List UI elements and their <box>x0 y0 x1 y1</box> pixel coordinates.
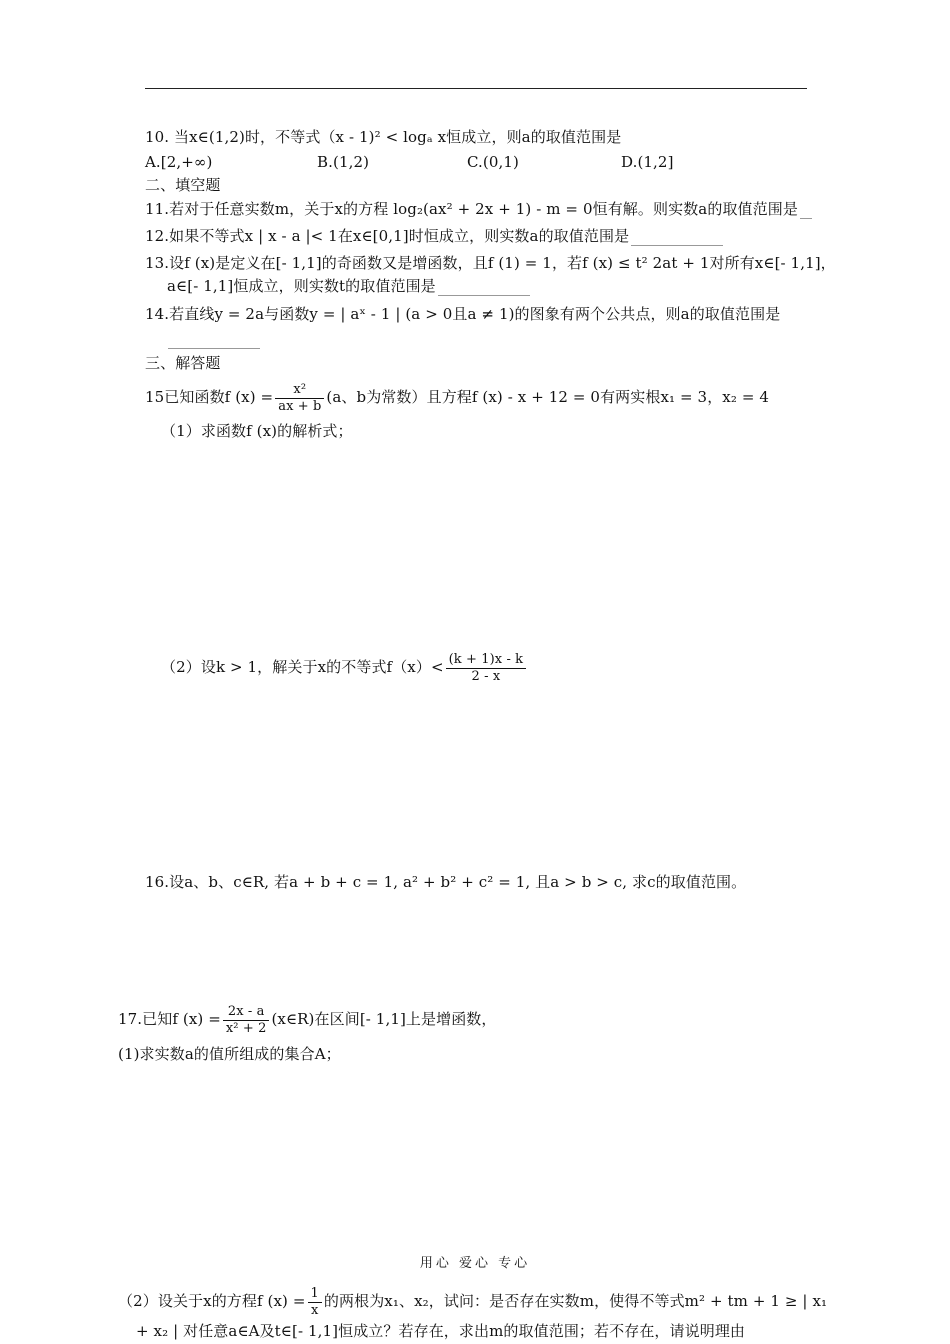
q17-part2 <box>118 1282 827 1320</box>
q17-fraction <box>223 1004 270 1037</box>
q15-part2-num: (k + 1)x - k <box>446 652 527 669</box>
section-answer: 三、解答题 <box>145 354 221 372</box>
q17-part2-den: x <box>311 1302 319 1318</box>
q15-part2-prefix: （2）设k > 1，解关于x的不等式f（x）< <box>161 658 444 676</box>
q15-suffix: (a、b为常数）且方程f (x) - x + 12 = 0有两实根x₁ = 3，x₂ = 4 <box>326 388 770 406</box>
header-rule <box>145 88 807 89</box>
section-fill-in: 二、填空题 <box>145 176 221 194</box>
q17-frac-den: x² + 2 <box>225 1020 267 1036</box>
q15-frac-den: ax + b <box>278 398 322 414</box>
q15-stem <box>145 378 769 416</box>
q16: 16.设a、b、c∈R, 若a + b + c = 1, a² + b² + c² = 1, 且a > b > c, 求c的取值范围。 <box>145 873 747 891</box>
q12-blank <box>631 244 723 246</box>
q10-option-c: C.(0,1) <box>467 153 519 171</box>
q17-part2-line2: + x₂ | 对任意a∈A及t∈[- 1,1]恒成立？若存在，求出m的取值范围；若不存在，请说明理由 <box>136 1322 746 1340</box>
q10-option-d: D.(1,2] <box>621 153 674 171</box>
page-footer: 用心 爱心 专心 <box>419 1256 531 1271</box>
q17-part2-fraction <box>308 1286 322 1319</box>
q15-frac-num: x² <box>275 382 324 399</box>
q13-line2 <box>167 276 530 296</box>
q15-part2 <box>161 648 528 686</box>
q17-suffix: (x∈R)在区间[- 1,1]上是增函数， <box>271 1010 497 1028</box>
q12-text: 12.如果不等式x | x - a |< 1在x∈[0,1]时恒成立，则实数a的取值范围是 <box>145 227 630 245</box>
q10-option-a: A.[2,+∞) <box>145 153 213 171</box>
q12 <box>145 226 723 246</box>
q13-line2-text: a∈[- 1,1]恒成立，则实数t的取值范围是 <box>167 277 436 295</box>
q10-option-b: B.(1,2) <box>317 153 370 171</box>
q14-blank <box>168 347 260 349</box>
q17-prefix: 17.已知f (x) = <box>118 1010 221 1028</box>
q13-blank <box>438 294 530 296</box>
q13-line1: 13.设f (x)是定义在[- 1,1]的奇函数又是增函数，且f (1) = 1，若f (x) ≤ t² 2at + 1对所有x∈[- 1,1]， <box>145 254 836 272</box>
q17-part2-num: 1 <box>308 1286 322 1303</box>
q11-blank <box>800 217 812 219</box>
q15-prefix: 15已知函数f (x) = <box>145 388 274 406</box>
q10-stem: 10. 当x∈(1,2)时，不等式（x - 1)² < logₐ x恒成立，则a的取值范围是 <box>145 128 622 146</box>
q17-stem <box>118 1000 497 1038</box>
q15-part1: （1）求函数f (x)的解析式； <box>161 422 353 440</box>
q17-part1: (1)求实数a的值所组成的集合A； <box>118 1045 341 1063</box>
q11 <box>145 199 812 219</box>
q17-frac-num: 2x - a <box>223 1004 270 1021</box>
q15-part2-den: 2 - x <box>471 668 501 684</box>
q11-text: 11.若对于任意实数m，关于x的方程 log₂(ax² + 2x + 1) - m = 0恒有解。则实数a的取值范围是 <box>145 200 798 218</box>
q17-part2-suffix: 的两根为x₁、x₂，试问：是否存在实数m，使得不等式m² + tm + 1 ≥ | x₁ <box>323 1292 828 1310</box>
q15-part2-fraction <box>446 652 527 685</box>
q17-part2-prefix: （2）设关于x的方程f (x) = <box>118 1292 306 1310</box>
q15-fraction <box>275 382 324 415</box>
q14: 14.若直线y = 2a与函数y = | aˣ - 1 | (a > 0且a ≠ 1)的图象有两个公共点，则a的取值范围是 <box>145 305 781 323</box>
